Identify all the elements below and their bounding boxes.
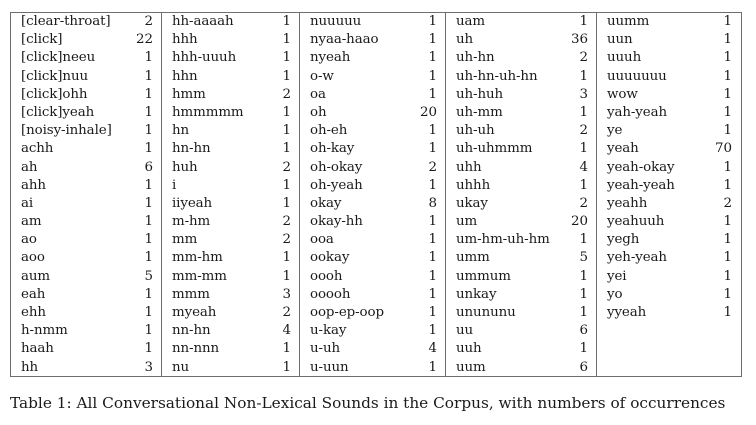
sound-word: eah: [21, 286, 46, 302]
occurrence-count: 1: [579, 232, 588, 248]
table-row: [162, 49, 299, 67]
table-row: [300, 359, 445, 377]
occurrence-count: 1: [282, 141, 291, 157]
occurrence-count: 70: [714, 141, 732, 157]
sound-word: oh-eh: [310, 123, 348, 139]
table-row: [11, 322, 161, 340]
table-column-5: [597, 13, 740, 376]
table-caption: Table 1: All Conversational Non-Lexical Sounds in the Corpus, with numbers of occurrences: [10, 394, 726, 412]
table-row: [11, 159, 161, 177]
sound-word: yeh-yeah: [607, 250, 667, 266]
sound-word: oh: [310, 104, 327, 120]
occurrence-count: 1: [144, 68, 153, 84]
table-row: [300, 31, 445, 49]
table-row: [11, 49, 161, 67]
occurrence-count: 1: [723, 268, 732, 284]
table-row: [300, 122, 445, 140]
occurrence-count: 1: [428, 232, 437, 248]
table-row: [162, 213, 299, 231]
table-column-2: [162, 13, 300, 376]
sound-word: [click]neeu: [21, 50, 96, 66]
occurrence-count: 4: [428, 341, 437, 357]
occurrence-count: 1: [723, 123, 732, 139]
occurrence-count: 2: [579, 123, 588, 139]
occurrence-count: 3: [282, 286, 291, 302]
table-row: [11, 31, 161, 49]
table-row: [446, 49, 596, 67]
sound-word: uuuh: [607, 50, 642, 66]
table-row: [162, 159, 299, 177]
sound-word: yah-yeah: [607, 104, 667, 120]
occurrence-count: 2: [282, 305, 291, 320]
occurrence-count: 1: [428, 68, 437, 84]
occurrence-count: 36: [570, 32, 588, 48]
sound-word: aoo: [21, 250, 45, 266]
sound-word: oh-kay: [310, 141, 355, 157]
occurrence-count: 1: [723, 32, 732, 48]
table-row: [162, 231, 299, 249]
sound-word: uh: [456, 32, 474, 48]
occurrence-count: 1: [428, 123, 437, 139]
table-row: [300, 13, 445, 31]
occurrence-count: 20: [419, 104, 437, 120]
sound-word: [click]: [21, 32, 63, 48]
table-row: [11, 286, 161, 304]
table-row: [162, 304, 299, 322]
sound-word: hh: [21, 359, 39, 375]
sound-word: nu: [172, 359, 190, 375]
sound-word: hhh: [172, 32, 198, 48]
occurrence-count: 1: [282, 195, 291, 211]
occurrence-count: 1: [428, 14, 437, 29]
table-row: [446, 159, 596, 177]
table-row: [446, 231, 596, 249]
table-row: [300, 86, 445, 104]
sound-word: [clear-throat]: [21, 14, 111, 29]
sound-word: ukay: [456, 195, 488, 211]
table-row: [597, 195, 740, 213]
occurrence-count: 1: [144, 232, 153, 248]
sound-word: oooh: [310, 268, 343, 284]
occurrence-count: 1: [144, 341, 153, 357]
occurrence-count: 1: [428, 359, 437, 375]
occurrence-count: 1: [144, 214, 153, 230]
sound-word: oa: [310, 86, 326, 102]
occurrence-count: 1: [282, 32, 291, 48]
occurrence-count: 1: [282, 123, 291, 139]
table-row: [446, 268, 596, 286]
sound-word: unkay: [456, 286, 497, 302]
table-row: [162, 177, 299, 195]
table-row: [597, 49, 740, 67]
sound-word: [click]yeah: [21, 104, 95, 120]
occurrence-count: 1: [428, 214, 437, 230]
sound-word: nn-hn: [172, 323, 211, 339]
sound-word: aum: [21, 268, 51, 284]
sound-word: u-uh: [310, 341, 340, 357]
occurrence-count: 1: [428, 177, 437, 193]
occurrence-count: 1: [579, 68, 588, 84]
table-row: [300, 104, 445, 122]
table-row: [597, 13, 740, 31]
sound-word: nuuuuu: [310, 14, 362, 29]
occurrence-count: 1: [723, 177, 732, 193]
table-row: [11, 104, 161, 122]
sound-word: yei: [607, 268, 627, 284]
occurrence-count: 1: [282, 341, 291, 357]
occurrence-count: 2: [579, 50, 588, 66]
occurrence-count: 1: [144, 50, 153, 66]
table-row: [300, 340, 445, 358]
table-row: [597, 177, 740, 195]
sound-word: yo: [607, 286, 623, 302]
table-row: [597, 304, 740, 322]
occurrence-count: 1: [428, 50, 437, 66]
sound-word: hmmmmm: [172, 104, 244, 120]
occurrence-count: 6: [579, 359, 588, 375]
table-column-1: [11, 13, 162, 376]
occurrence-count: 1: [144, 86, 153, 102]
table-row: [597, 104, 740, 122]
occurrence-count: 1: [579, 177, 588, 193]
occurrence-count: 1: [428, 86, 437, 102]
sound-word: nyaa-haao: [310, 32, 379, 48]
sound-word: u-kay: [310, 323, 347, 339]
sound-word: oop-ep-oop: [310, 305, 384, 320]
sounds-table: [10, 12, 742, 377]
occurrence-count: 1: [579, 286, 588, 302]
sound-word: ummum: [456, 268, 511, 284]
sound-word: uuh: [456, 341, 482, 357]
sound-word: oh-okay: [310, 159, 363, 175]
table-row: [300, 159, 445, 177]
sound-word: um-hm-uh-hm: [456, 232, 550, 248]
sound-word: m-hm: [172, 214, 211, 230]
sound-word: [click]ohh: [21, 86, 88, 102]
sound-word: ah: [21, 159, 38, 175]
sound-word: uh-hn-uh-hn: [456, 68, 538, 84]
sound-word: huh: [172, 159, 198, 175]
occurrence-count: 1: [723, 214, 732, 230]
table-row: [11, 195, 161, 213]
sound-word: ooa: [310, 232, 334, 248]
table-row: [446, 140, 596, 158]
occurrence-count: 2: [282, 86, 291, 102]
sound-word: hn-hn: [172, 141, 211, 157]
occurrence-count: 1: [282, 68, 291, 84]
table-row: [446, 31, 596, 49]
table-row: [300, 268, 445, 286]
sound-word: yeah: [607, 141, 639, 157]
sound-word: mm-hm: [172, 250, 223, 266]
sound-word: ao: [21, 232, 37, 248]
occurrence-count: 1: [723, 86, 732, 102]
sound-word: [noisy-inhale]: [21, 123, 112, 139]
occurrence-count: 8: [428, 195, 437, 211]
table-row: [11, 340, 161, 358]
table-row: [162, 31, 299, 49]
table-row: [597, 213, 740, 231]
table-row: [11, 13, 161, 31]
sound-word: ai: [21, 195, 34, 211]
sound-word: h-nmm: [21, 323, 68, 339]
occurrence-count: 1: [282, 359, 291, 375]
occurrence-count: 4: [282, 323, 291, 339]
table-row: [162, 249, 299, 267]
table-row: [446, 177, 596, 195]
table-row: [597, 249, 740, 267]
occurrence-count: 2: [282, 232, 291, 248]
occurrence-count: 1: [723, 159, 732, 175]
sound-word: hn: [172, 123, 190, 139]
table-row: [11, 140, 161, 158]
table-row: [597, 31, 740, 49]
sound-word: nyeah: [310, 50, 351, 66]
table-row: [11, 359, 161, 377]
occurrence-count: 1: [723, 68, 732, 84]
sound-word: mmm: [172, 286, 210, 302]
sound-word: uh-huh: [456, 86, 504, 102]
table-row: [446, 86, 596, 104]
table-row: [446, 68, 596, 86]
sound-word: uuuuuuu: [607, 68, 667, 84]
table-row: [11, 122, 161, 140]
sound-word: uhh: [456, 159, 482, 175]
occurrence-count: 1: [723, 50, 732, 66]
sound-word: um: [456, 214, 478, 230]
sound-word: uh-hn: [456, 50, 495, 66]
occurrence-count: 1: [282, 104, 291, 120]
table-row: [446, 104, 596, 122]
table-row: [11, 231, 161, 249]
sound-word: [click]nuu: [21, 68, 88, 84]
sound-word: yeah-okay: [607, 159, 675, 175]
table-row: [597, 286, 740, 304]
table-row: [446, 322, 596, 340]
table-row: [11, 177, 161, 195]
table-row: [446, 195, 596, 213]
table-row: [162, 13, 299, 31]
sound-word: yeahh: [607, 195, 648, 211]
sound-word: hh-aaaah: [172, 14, 234, 29]
occurrence-count: 1: [428, 250, 437, 266]
occurrence-count: 1: [579, 141, 588, 157]
occurrence-count: 1: [144, 286, 153, 302]
occurrence-count: 1: [579, 14, 588, 29]
occurrence-count: 1: [723, 250, 732, 266]
sound-word: am: [21, 214, 42, 230]
occurrence-count: 1: [428, 286, 437, 302]
occurrence-count: 1: [723, 305, 732, 320]
sound-word: hhn: [172, 68, 198, 84]
table-row: [11, 213, 161, 231]
occurrence-count: 1: [428, 305, 437, 320]
table-row: [300, 49, 445, 67]
table-row: [11, 304, 161, 322]
occurrence-count: 1: [723, 104, 732, 120]
sound-word: yegh: [607, 232, 640, 248]
occurrence-count: 1: [723, 14, 732, 29]
table-row: [446, 286, 596, 304]
occurrence-count: 5: [144, 268, 153, 284]
table-row: [300, 249, 445, 267]
occurrence-count: 2: [723, 195, 732, 211]
table-row: [162, 104, 299, 122]
sound-word: umm: [456, 250, 490, 266]
occurrence-count: 1: [723, 232, 732, 248]
occurrence-count: 1: [428, 32, 437, 48]
table-row: [597, 122, 740, 140]
sound-word: hhh-uuuh: [172, 50, 237, 66]
sound-word: uh-mm: [456, 104, 503, 120]
sound-word: ookay: [310, 250, 350, 266]
occurrence-count: 1: [144, 123, 153, 139]
table-column-3: [300, 13, 446, 376]
occurrence-count: 1: [144, 177, 153, 193]
sound-word: ye: [607, 123, 623, 139]
table-row: [446, 249, 596, 267]
occurrence-count: 1: [144, 250, 153, 266]
table-row: [162, 359, 299, 377]
occurrence-count: 2: [428, 159, 437, 175]
sound-word: i: [172, 177, 177, 193]
occurrence-count: 1: [428, 141, 437, 157]
table-row: [300, 322, 445, 340]
table-row: [300, 231, 445, 249]
sound-word: uun: [607, 32, 633, 48]
sound-word: hmm: [172, 86, 206, 102]
table-row: [162, 68, 299, 86]
occurrence-count: 1: [579, 268, 588, 284]
table-row: [597, 68, 740, 86]
occurrence-count: 1: [144, 141, 153, 157]
table-row: [162, 86, 299, 104]
occurrence-count: 6: [579, 323, 588, 339]
sound-word: mm: [172, 232, 198, 248]
table-column-4: [446, 13, 597, 376]
table-row: [597, 159, 740, 177]
table-row: [300, 286, 445, 304]
occurrence-count: 1: [144, 323, 153, 339]
occurrence-count: 1: [579, 104, 588, 120]
sound-word: uumm: [607, 14, 650, 29]
table-row: [597, 268, 740, 286]
table-row: [300, 195, 445, 213]
sound-word: iiyeah: [172, 195, 213, 211]
table-row: [11, 268, 161, 286]
occurrence-count: 1: [282, 14, 291, 29]
table-row: [300, 304, 445, 322]
table-row: [597, 86, 740, 104]
table-row: [300, 213, 445, 231]
occurrence-count: 1: [282, 268, 291, 284]
sound-word: yeahuuh: [607, 214, 665, 230]
sound-word: achh: [21, 141, 54, 157]
sound-word: myeah: [172, 305, 217, 320]
sound-word: uum: [456, 359, 486, 375]
sound-word: ehh: [21, 305, 46, 320]
table-row: [446, 13, 596, 31]
table-row: [162, 140, 299, 158]
occurrence-count: 22: [135, 32, 153, 48]
table-row: [446, 340, 596, 358]
sound-word: uhhh: [456, 177, 491, 193]
table-row: [446, 122, 596, 140]
occurrence-count: 2: [144, 14, 153, 29]
table-row: [300, 140, 445, 158]
occurrence-count: 1: [144, 305, 153, 320]
sound-word: oh-yeah: [310, 177, 363, 193]
table-row: [300, 177, 445, 195]
occurrence-count: 6: [144, 159, 153, 175]
occurrence-count: 1: [579, 305, 588, 320]
sound-word: uu: [456, 323, 474, 339]
occurrence-count: 1: [144, 195, 153, 211]
occurrence-count: 3: [579, 86, 588, 102]
table-row: [162, 340, 299, 358]
occurrence-count: 1: [282, 50, 291, 66]
table-row: [162, 268, 299, 286]
table-row: [11, 68, 161, 86]
occurrence-count: 2: [579, 195, 588, 211]
table-row: [11, 249, 161, 267]
sound-word: okay: [310, 195, 342, 211]
sound-word: o-w: [310, 68, 334, 84]
occurrence-count: 1: [282, 250, 291, 266]
sound-word: uh-uh: [456, 123, 495, 139]
table-row: [162, 322, 299, 340]
sound-word: u-uun: [310, 359, 349, 375]
occurrence-count: 2: [282, 159, 291, 175]
sound-word: wow: [607, 86, 638, 102]
occurrence-count: 1: [428, 268, 437, 284]
occurrence-count: 4: [579, 159, 588, 175]
occurrence-count: 1: [144, 104, 153, 120]
occurrence-count: 1: [579, 341, 588, 357]
table-row: [11, 86, 161, 104]
occurrence-count: 3: [144, 359, 153, 375]
occurrence-count: 2: [282, 214, 291, 230]
occurrence-count: 5: [579, 250, 588, 266]
table-row: [597, 231, 740, 249]
occurrence-count: 20: [570, 214, 588, 230]
occurrence-count: 1: [282, 177, 291, 193]
table-row: [446, 359, 596, 377]
table-row: [162, 286, 299, 304]
sound-word: haah: [21, 341, 54, 357]
table-row: [300, 68, 445, 86]
occurrence-count: 1: [723, 286, 732, 302]
table-row: [446, 213, 596, 231]
sound-word: yeah-yeah: [607, 177, 675, 193]
table-row: [162, 195, 299, 213]
sound-word: ahh: [21, 177, 46, 193]
sound-word: okay-hh: [310, 214, 363, 230]
sound-word: uam: [456, 14, 486, 29]
sound-word: yyeah: [607, 305, 647, 320]
sound-word: uh-uhmmm: [456, 141, 533, 157]
table-row: [597, 140, 740, 158]
table-row: [446, 304, 596, 322]
table-row: [162, 122, 299, 140]
sound-word: nn-nnn: [172, 341, 220, 357]
sound-word: ooooh: [310, 286, 351, 302]
sound-word: mm-mm: [172, 268, 227, 284]
occurrence-count: 1: [428, 323, 437, 339]
sound-word: unununu: [456, 305, 516, 320]
